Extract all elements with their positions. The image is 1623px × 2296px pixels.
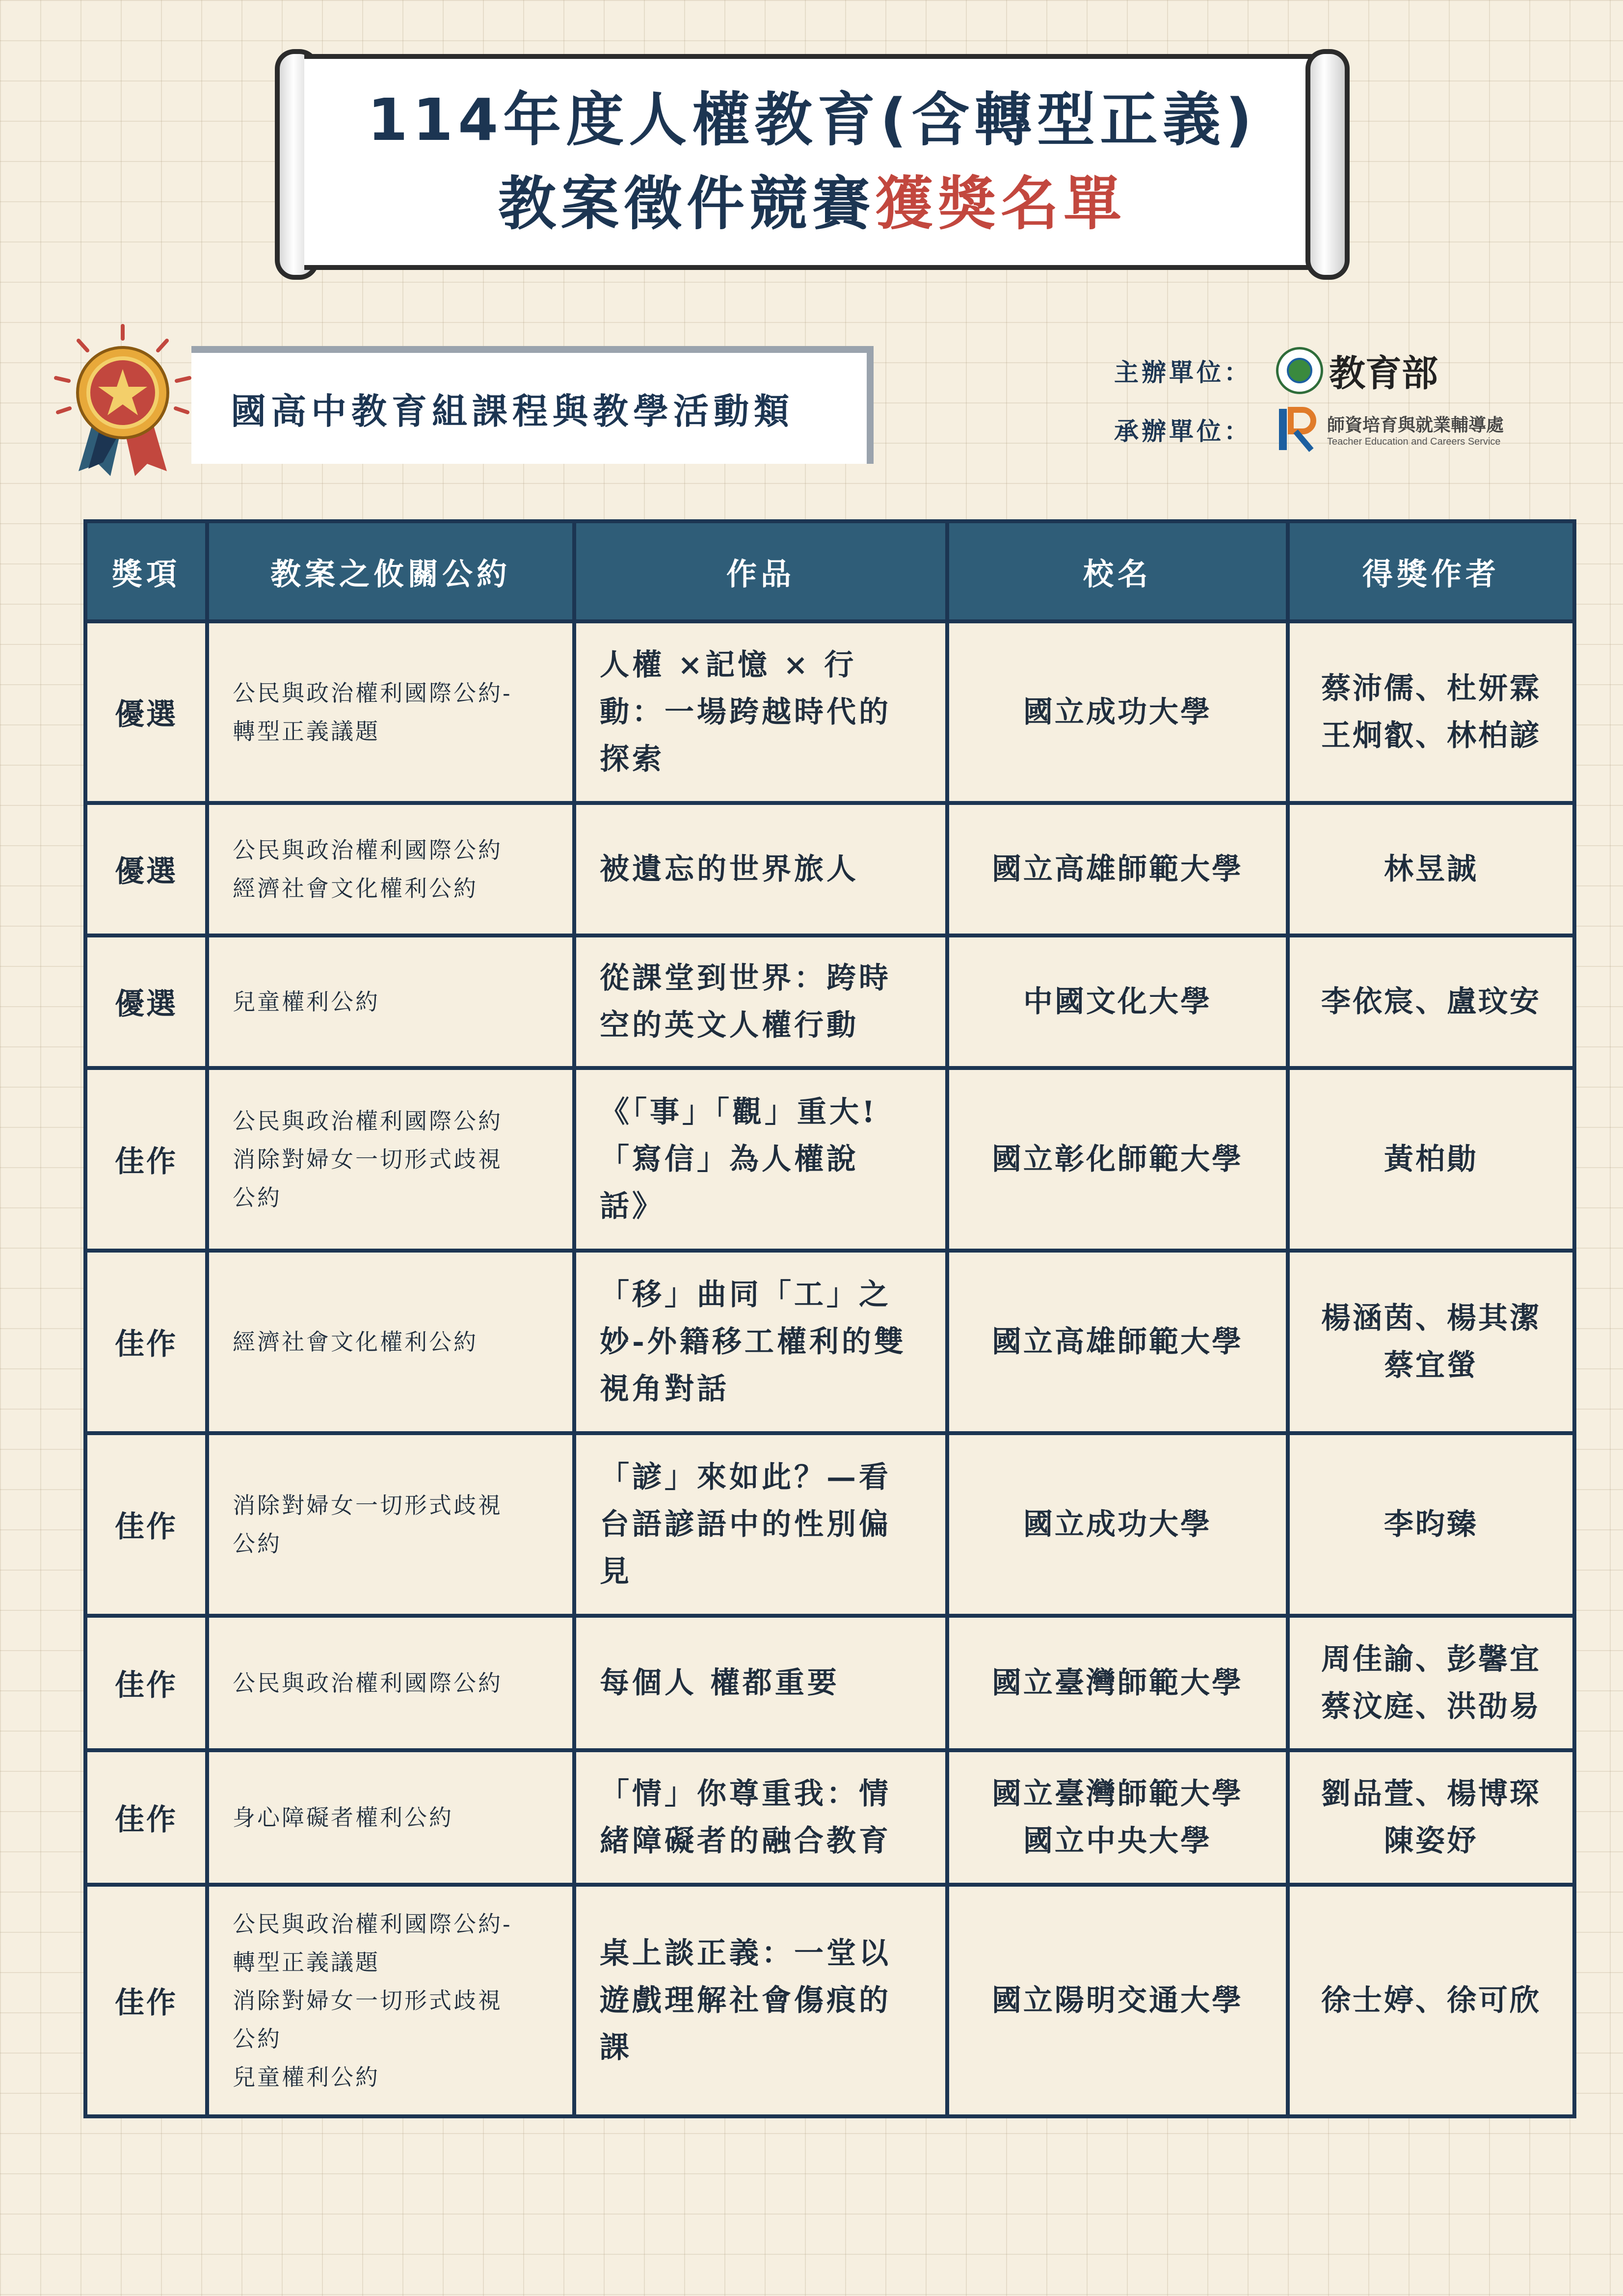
- convention-line: 消除對婦女一切形式歧視: [233, 1492, 503, 1519]
- work-line: 空的英文人權行動: [600, 1008, 859, 1042]
- work-cell: [574, 1433, 947, 1616]
- work-line: 探索: [600, 742, 665, 776]
- conventions-cell: [207, 1251, 574, 1433]
- award-cell: 佳作: [85, 1750, 207, 1885]
- work-line: 「情」你尊重我：情: [600, 1777, 891, 1811]
- award-cell: 佳作: [85, 1885, 207, 2116]
- author-line: 周佳諭、彭馨宜: [1321, 1642, 1541, 1677]
- school-cell: [947, 1616, 1288, 1750]
- author-line: 陳姿妤: [1384, 1824, 1478, 1858]
- co-name-zh: 師資培育與就業輔導處: [1327, 415, 1504, 435]
- conventions-cell: [207, 621, 574, 803]
- co-label: 承辦單位：: [1114, 417, 1251, 446]
- school-cell: [947, 935, 1288, 1068]
- conventions-cell: [207, 1433, 574, 1616]
- author-line: 林昱誠: [1384, 852, 1478, 886]
- work-cell: [574, 1750, 947, 1885]
- conventions-cell: [207, 935, 574, 1068]
- title-line-1: 114年度人權教育(含轉型正義): [367, 85, 1257, 154]
- author-line: 黃柏勛: [1384, 1142, 1478, 1176]
- conventions-cell: [207, 1885, 574, 2116]
- school-line: 國立中央大學: [1023, 1824, 1212, 1858]
- work-line: 遊戲理解社會傷痕的: [600, 1983, 891, 2018]
- header-work: 作品: [574, 521, 947, 621]
- work-cell: [574, 935, 947, 1068]
- table-header-row: [85, 521, 1574, 621]
- convention-line: 公約: [233, 1184, 282, 1211]
- school-cell: [947, 1068, 1288, 1251]
- work-line: 「諺」來如此？—看: [600, 1460, 891, 1495]
- table-row: [85, 621, 1574, 803]
- convention-line: 公約: [233, 1530, 282, 1557]
- school-line: 國立陽明交通大學: [992, 1983, 1243, 2018]
- conventions-cell: [207, 1068, 574, 1251]
- work-cell: [574, 1251, 947, 1433]
- table-row: [85, 1750, 1574, 1885]
- table-body: [85, 621, 1574, 2116]
- work-line: 從課堂到世界：跨時: [600, 961, 891, 995]
- table-row: [85, 1885, 1574, 2116]
- work-line: 見: [600, 1554, 632, 1589]
- table-row: [85, 1251, 1574, 1433]
- convention-line: 公民與政治權利國際公約: [233, 1108, 503, 1134]
- award-cell: 佳作: [85, 1251, 207, 1433]
- authors-cell: [1288, 803, 1574, 935]
- author-line: 劉品萱、楊博琛: [1321, 1777, 1541, 1811]
- authors-cell: [1288, 1750, 1574, 1885]
- work-line: 每個人 權都重要: [600, 1666, 840, 1700]
- table-row: [85, 935, 1574, 1068]
- title-line-2-accent: 獲獎名單: [875, 170, 1127, 238]
- host-organizer: [1114, 344, 1438, 398]
- work-line: 桌上談正義：一堂以: [600, 1936, 891, 1971]
- title-banner: [275, 49, 1350, 280]
- work-line: 妙-外籍移工權利的雙: [600, 1325, 906, 1359]
- ministry-of-education-logo-icon: [1276, 347, 1323, 394]
- convention-line: 轉型正義議題: [233, 718, 380, 745]
- convention-line: 身心障礙者權利公約: [233, 1804, 453, 1831]
- authors-cell: [1288, 1068, 1574, 1251]
- school-cell: [947, 803, 1288, 935]
- school-cell: [947, 1750, 1288, 1885]
- work-line: 視角對話: [600, 1372, 729, 1406]
- school-line: 國立成功大學: [1023, 695, 1212, 729]
- authors-cell: [1288, 1885, 1574, 2116]
- work-line: 台語諺語中的性別偏: [600, 1507, 891, 1542]
- author-line: 蔡汶庭、洪劭易: [1321, 1689, 1541, 1724]
- co-organizer: [1114, 402, 1504, 456]
- convention-line: 消除對婦女一切形式歧視: [233, 1987, 503, 2014]
- table-row: [85, 1433, 1574, 1616]
- host-name: 教育部: [1329, 352, 1438, 395]
- work-line: 《「事」「觀」重大!: [600, 1095, 878, 1129]
- work-cell: [574, 1068, 947, 1251]
- convention-line: 公民與政治權利國際公約: [233, 837, 503, 863]
- work-line: 緒障礙者的融合教育: [600, 1824, 891, 1858]
- award-cell: 佳作: [85, 1616, 207, 1750]
- work-cell: [574, 1616, 947, 1750]
- school-line: 國立彰化師範大學: [992, 1142, 1243, 1176]
- category-box: [191, 346, 874, 464]
- school-line: 國立成功大學: [1023, 1507, 1212, 1542]
- award-table: [83, 519, 1576, 2118]
- authors-cell: [1288, 1616, 1574, 1750]
- header-conventions: 教案之攸關公約: [207, 521, 574, 621]
- convention-line: 公民與政治權利國際公約: [233, 1670, 503, 1696]
- title-line-2: [498, 162, 1126, 246]
- convention-line: 公約: [233, 2026, 282, 2052]
- authors-cell: [1288, 1433, 1574, 1616]
- scroll-right-roll: [1305, 49, 1350, 280]
- author-line: 李依宸、盧玟安: [1321, 985, 1541, 1019]
- work-line: 話》: [600, 1189, 665, 1224]
- school-cell: [947, 1251, 1288, 1433]
- authors-cell: [1288, 1251, 1574, 1433]
- convention-line: 兒童權利公約: [233, 988, 380, 1015]
- work-cell: [574, 621, 947, 803]
- school-cell: [947, 621, 1288, 803]
- school-line: 國立高雄師範大學: [992, 1325, 1243, 1359]
- organizers: [1114, 344, 1556, 471]
- work-cell: [574, 803, 947, 935]
- medal-icon: [49, 324, 196, 481]
- work-line: 動：一場跨越時代的: [600, 695, 891, 729]
- author-line: 徐士婷、徐可欣: [1321, 1983, 1541, 2018]
- table-row: [85, 1616, 1574, 1750]
- title-body: [304, 54, 1320, 270]
- conventions-cell: [207, 1616, 574, 1750]
- title-line-2-main: 教案徵件競賽: [498, 170, 875, 238]
- convention-line: 公民與政治權利國際公約-: [233, 680, 512, 706]
- category-title: 國高中教育組課程與教學活動類: [231, 391, 795, 432]
- school-cell: [947, 1433, 1288, 1616]
- school-cell: [947, 1885, 1288, 2116]
- work-line: 課: [600, 2030, 632, 2065]
- co-name-en: Teacher Education and Careers Service: [1327, 436, 1501, 447]
- convention-line: 經濟社會文化權利公約: [233, 875, 478, 902]
- work-cell: [574, 1885, 947, 2116]
- award-cell: 優選: [85, 803, 207, 935]
- award-cell: 優選: [85, 621, 207, 803]
- conventions-cell: [207, 803, 574, 935]
- header-school: 校名: [947, 521, 1288, 621]
- convention-line: 消除對婦女一切形式歧視: [233, 1146, 503, 1173]
- convention-line: 公民與政治權利國際公約-: [233, 1911, 512, 1937]
- school-line: 國立臺灣師範大學: [992, 1666, 1243, 1700]
- authors-cell: [1288, 935, 1574, 1068]
- conventions-cell: [207, 1750, 574, 1885]
- work-line: 「寫信」為人權說: [600, 1142, 859, 1176]
- award-cell: 佳作: [85, 1433, 207, 1616]
- work-line: 被遺忘的世界旅人: [600, 852, 859, 886]
- author-line: 李昀臻: [1384, 1507, 1478, 1542]
- tecs-logo-icon: [1276, 405, 1320, 454]
- authors-cell: [1288, 621, 1574, 803]
- work-line: 人權 ×記憶 × 行: [600, 648, 857, 682]
- author-line: 蔡沛儒、杜妍霖: [1321, 671, 1541, 706]
- author-line: 蔡宜螢: [1384, 1348, 1478, 1383]
- table-row: [85, 1068, 1574, 1251]
- school-line: 國立高雄師範大學: [992, 852, 1243, 886]
- convention-line: 經濟社會文化權利公約: [233, 1329, 478, 1355]
- award-cell: 優選: [85, 935, 207, 1068]
- convention-line: 轉型正義議題: [233, 1949, 380, 1976]
- host-label: 主辦單位：: [1114, 358, 1251, 387]
- work-line: 「移」曲同「工」之: [600, 1278, 891, 1312]
- school-line: 國立臺灣師範大學: [992, 1777, 1243, 1811]
- convention-line: 兒童權利公約: [233, 2064, 380, 2090]
- header-authors: 得獎作者: [1288, 521, 1574, 621]
- award-cell: 佳作: [85, 1068, 207, 1251]
- table-row: [85, 803, 1574, 935]
- author-line: 王炯叡、林柏諺: [1321, 719, 1541, 753]
- school-line: 中國文化大學: [1023, 985, 1212, 1019]
- author-line: 楊涵茵、楊其潔: [1321, 1301, 1541, 1335]
- header-award: 獎項: [85, 521, 207, 621]
